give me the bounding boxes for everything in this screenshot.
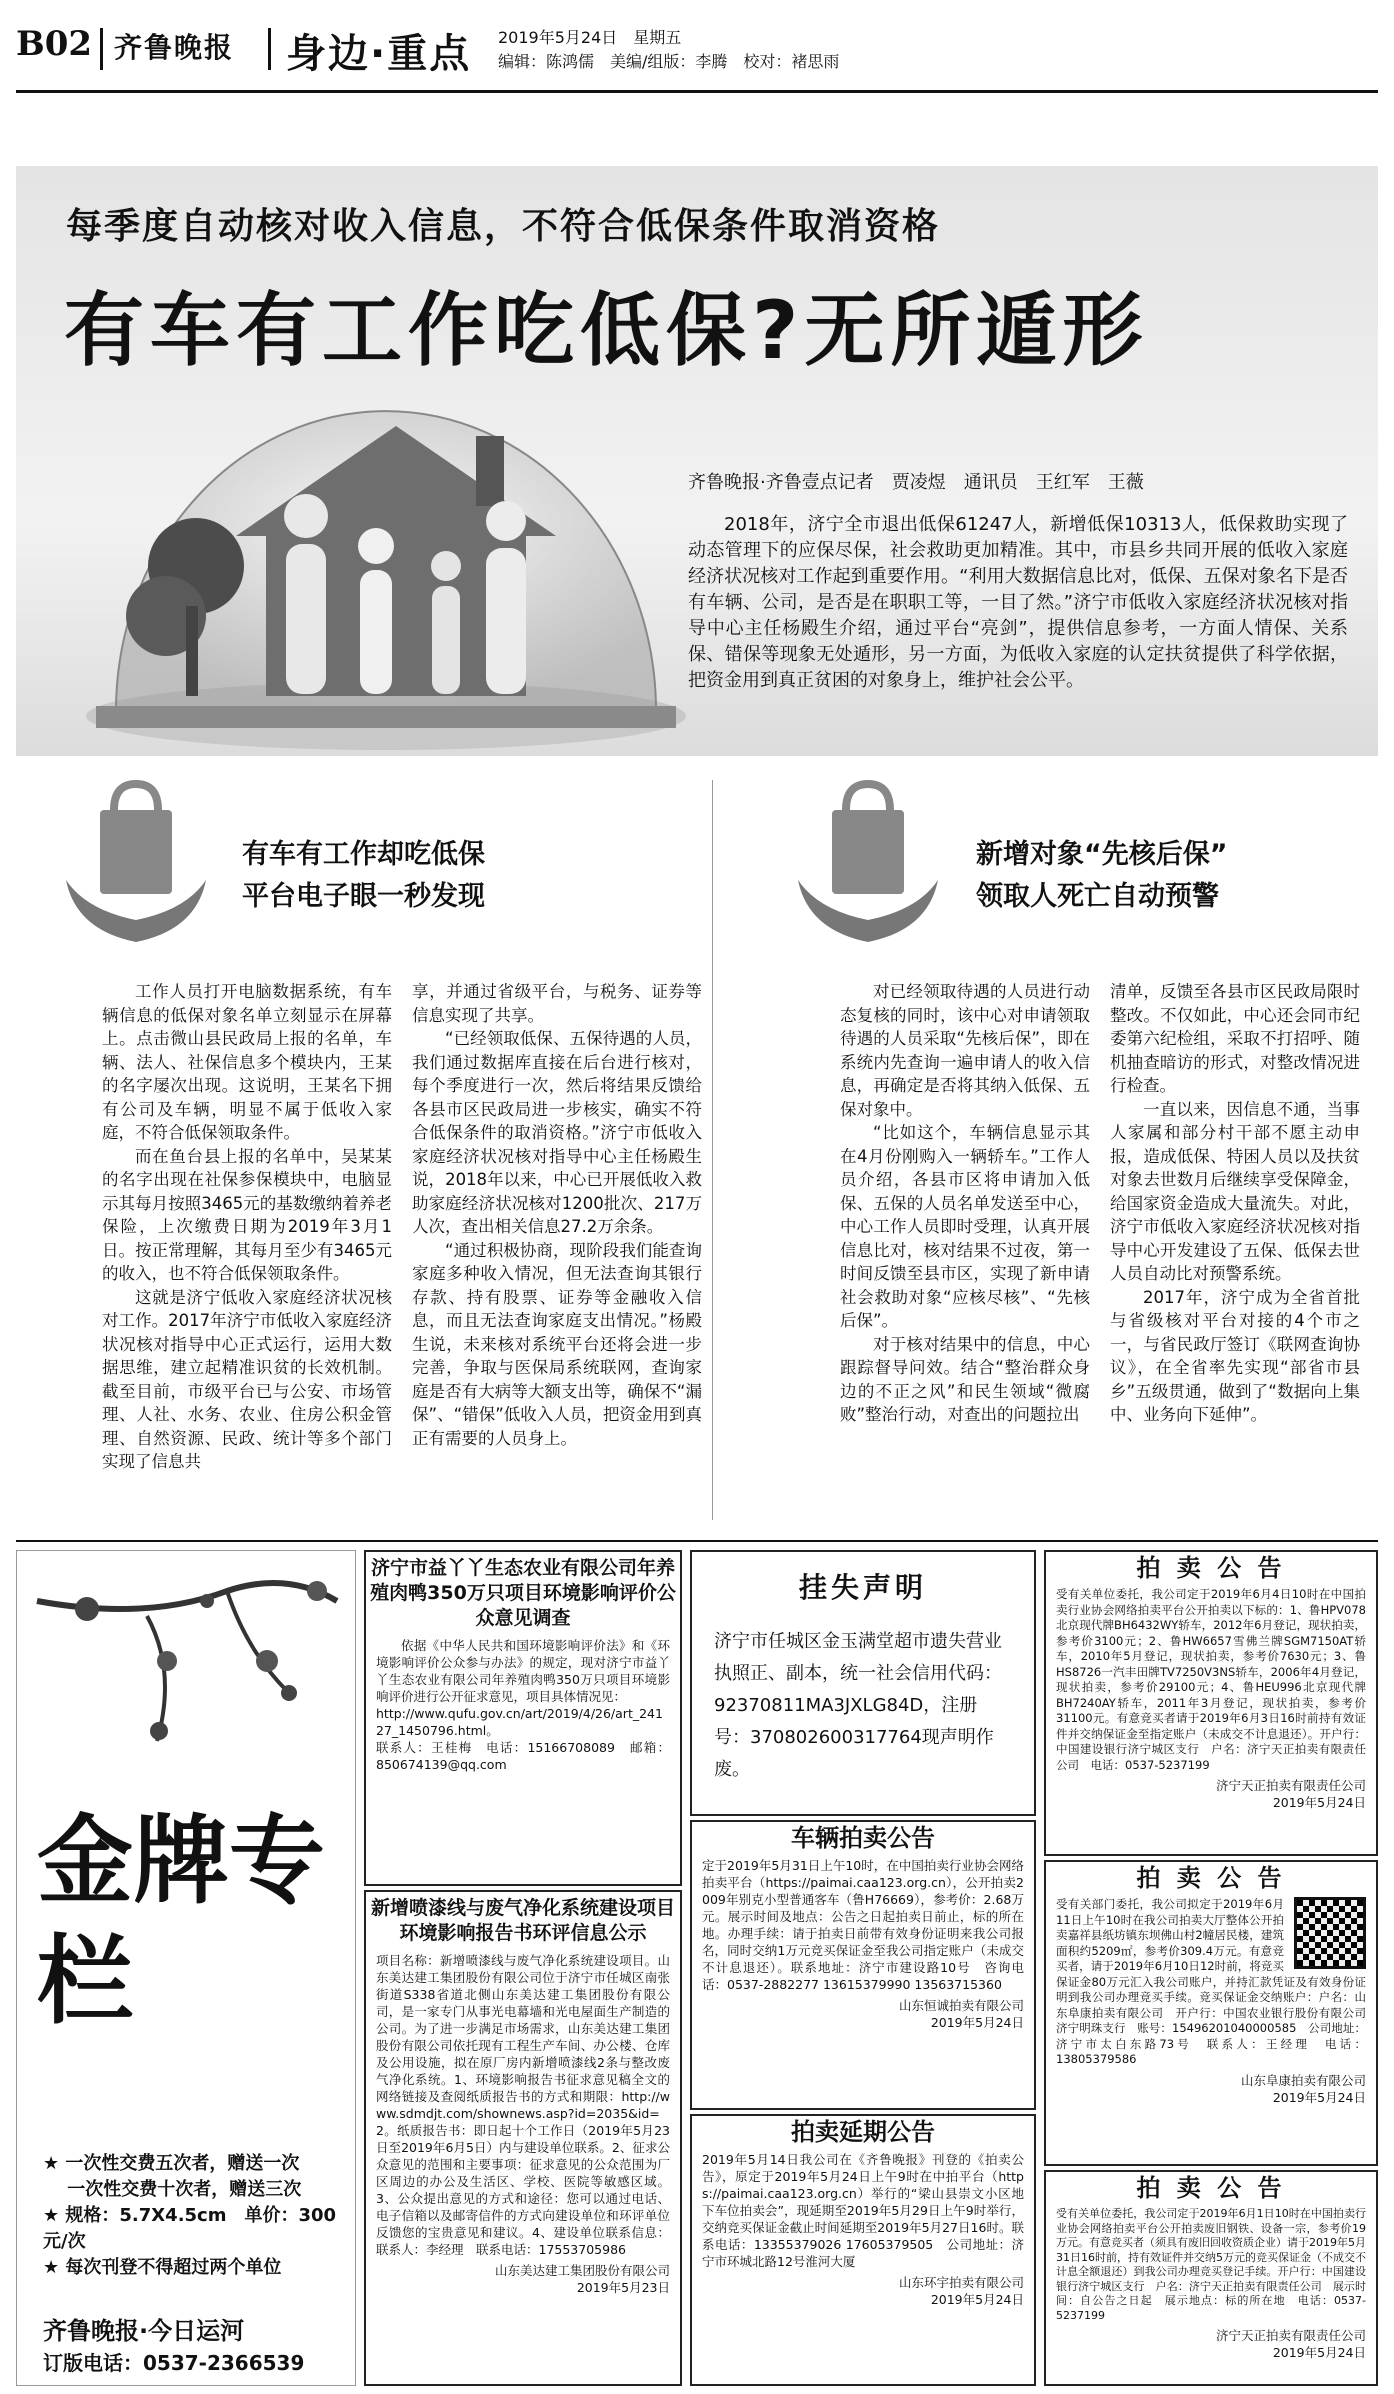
ad-text: 定于2019年5月31日上午10时，在中国拍卖行业协会网络拍卖平台（https://paimai.caa123.org.cn），公开拍卖2009年别克小型普通客车（鲁H76669），参考价：2.68万元。展示时间及地点：公告之日起拍卖日前止，标的所在地。办理手续：请于拍卖日前带有效身份证明来我公司报名，同时交纳1万元竞买保证金至我公司指定账户（未成交不计息退还）。联系地址：济宁市建设路10号 咨询电话：0537-2882277 13615379990 13563715360 [702,1858,1024,1992]
ad-text: 项目名称：新增喷漆线与废气净化系统建设项目。山东美达建工集团股份有限公司位于济宁市任城区南张街道S338省道北侧山东美达建工集团股份有限公司，是一家专门从事光电幕墙和光电屋面生产制造的公司。为了进一步满足市场需求，山东美达建工集团股份有限公司依托现有工程生产车间、办公楼、仓库及公用设施，拟在原厂房内新增喷漆线2条与整改废气净化系统。1、环境影响报告书征求意见稿全文的网络链接及查阅纸质报告书的方式和期限：http://www.sdmdjt.com/shownews.asp?id=2035&id=2。纸质报告书：即日起十个工作日（2019年5月23日至2019年6月5日）内与建设单位联系。2、征求公众意见的范围和主要事项：征求意见的公众范围为厂区周边的办公及生活区、学校、医院等敏感区域。3、公众提出意见的方式和途径：您可以通过电话、电子信箱以及邮寄信件的方式向建设单位和环评单位反馈您的宝贵意见和建议。4、建设单位联系信息：联系人：李经理 联系电话：17553705986 [376,1953,670,2257]
ad-date: 2019年5月23日 [576,2280,670,2295]
ad-signature: 山东恒诚拍卖有限公司 [898,1998,1024,2013]
paragraph: 对于核对结果中的信息，中心跟踪督导问效。结合“整治群众身边的不正之风”和民生领域“微腐败”整治行动，对查出的问题拉出 [840,1334,1090,1424]
paragraph: 享，并通过省级平台，与税务、证券等信息实现了共享。 [412,982,702,1025]
issue-editors: 编辑：陈鸿儒 美编/组版：李腾 校对：褚思雨 [498,52,840,71]
sub-headline-line2: 平台电子眼一秒发现 [242,881,485,912]
ad-signature: 山东环宇拍卖有限公司 [898,2275,1024,2290]
ad-date: 2019年5月24日 [1272,2345,1366,2360]
ad-title: 拍 卖 公 告 [1136,2174,1286,2202]
promo-phone: 订版电话：0537-2366539 [43,2351,305,2375]
article-columns [840,980,1360,1427]
lead-story [16,166,1378,756]
ad-env-disclosure [364,1890,682,2386]
shopping-bag-hands-icon [788,770,948,950]
ad-auction-2 [1044,1860,1378,2166]
ad-text: 受有关部门委托，我公司拟定于2019年6月11日上午10时在我公司拍卖大厅整体公开拍卖嘉祥县纸坊镇东坝佛山村2幢居民楼，建筑面积约5209㎡，参考价309.4万元。有意竞买者，请于2019年6月10日12时前，将竞买保证金80万元汇入我公司账户，并持汇款凭证及有效身份证明到我公司办理竞买手续。竞买保证金交纳账户：户名：山东阜康拍卖有限公司 开户行：中国农业银行股份有限公司济宁明珠支行 账号：15496201040000585 公司地址：济宁市太白东路73号 联系人：王经理 电话：13805379586 [1056,1897,1366,2066]
ad-signature: 济宁天正拍卖有限责任公司 [1215,2328,1366,2343]
article-column [840,980,1090,1427]
promo-term: ★ 一次性交费五次者，赠送一次 [43,2153,300,2174]
ad-title: 拍卖延期公告 [791,2118,935,2146]
ad-signature: 山东美达建工集团股份有限公司 [494,2263,670,2278]
paragraph: 清单，反馈至各县市区民政局限时整改。不仅如此，中心还会同市纪委第六纪检组，采取不打招呼、随机抽查暗访的形式，对整改情况进行检查。 [1110,982,1360,1095]
paragraph: “通过积极协商，现阶段我们能查询家庭多种收入情况，但无法查询其银行存款、持有股票、证券等金融收入信息，而且无法查询家庭支出情况。”杨殿生说，未来核对系统平台还将会进一步完善，争取与医保局系统联网，查询家庭是否有大病等大额支出等，确保不“漏保”、“错保”低收入人员，把资金用到真正有需要的人员身上。 [412,1240,702,1448]
ad-auction-1 [1044,1550,1378,1856]
ad-title: 新增喷漆线与废气净化系统建设项目环境影响报告书环评信息公示 [370,1897,675,1944]
paragraph: 2017年，济宁成为全省首批与省级核对平台对接的4个市之一，与省民政厅签订《联网查询协议》，在全省率先实现“部省市县乡”五级贯通，做到了“数据向上集中、业务向下延伸”。 [1110,1287,1360,1424]
article-column [1110,980,1360,1427]
section-title: 身边·重点 [286,31,472,77]
divider [268,28,271,70]
ad-auction-3 [1044,2170,1378,2386]
ad-date: 2019年5月24日 [1272,2089,1366,2105]
promo-terms [43,2151,355,2281]
masthead [16,18,1376,88]
ad-signature: 济宁天正拍卖有限责任公司 [1215,1778,1366,1793]
ad-text: 依据《中华人民共和国环境影响评价法》和《环境影响评价公众参与办法》的规定，现对济宁市益丫丫生态农业有限公司年养殖肉鸭350万只项目环境影响评价进行公开征求意见，项目具体情况见： [376,1638,670,1704]
ad-auction-delay [690,2114,1036,2386]
lead-subtitle: 每季度自动核对收入信息，不符合低保条件取消资格 [66,206,941,247]
ad-title: 拍 卖 公 告 [1136,1864,1286,1892]
masthead-rule [16,90,1378,93]
ad-lost-notice [690,1550,1036,1816]
lead-title: 有车有工作吃低保?无所遁形 [64,284,1149,377]
article-columns [102,980,702,1474]
page-number: B02 [16,24,93,64]
family-house-dome-illustration [56,316,696,756]
paragraph: 这就是济宁低收入家庭经济状况核对工作。2017年济宁市低收入家庭经济状况核对指导中心正式运行，运用大数据思维，建立起精准识贫的长效机制。截至目前，市级平台已与公安、市场管理、人社、水务、农业、住房公积金管理、自然资源、民政、统计等多个部门实现了信息共 [102,1287,392,1471]
ad-env-survey [364,1550,682,1886]
column-divider [712,780,713,1520]
ad-body [366,1633,680,1777]
sub-headline [242,834,485,918]
gold-column-promo [16,1550,356,2386]
byline: 齐鲁晚报·齐鲁壹点记者 贾凌煜 通讯员 王红军 王薇 [688,472,1144,493]
ad-date: 2019年5月24日 [1272,1795,1366,1810]
paragraph: “比如这个，车辆信息显示其在4月份刚购入一辆轿车。”工作人员介绍，各县市区将申请加入低保、五保的人员名单发送至中心，中心工作人员即时受理，认真开展信息比对，核对结果不过夜，第一时间反馈至县市区，实现了新申请社会救助对象“应核尽核”、“先核后保”。 [840,1123,1090,1330]
paragraph: “已经领取低保、五保待遇的人员，我们通过数据库直接在后台进行核对，每个季度进行一次，然后将结果反馈给各县市区民政局进一步核实，确实不符合低保条件的取消资格。”济宁市低收入家庭经济状况核对指导中心主任杨殿生说，2018年以来，中心已开展低收入救助家庭经济状况核对1200批次、217万人次，查出相关信息27.2万余条。 [412,1029,702,1236]
ad-text: 受有关单位委托，我公司定于2019年6月1日10时在中国拍卖行业协会网络拍卖平台公开拍卖废旧钢铁、设备一宗，参考价19万元。有意竞买者（须具有废旧回收资质企业）请于2019年5月31日16时前，持有效证件并交纳5万元的竞买保证金（不成交不计息全额退还）到我公司办理竞买登记手续。开户行：中国建设银行济宁城区支行 户名：济宁天正拍卖有限责任公司 展示时间：自公告之日起 展示地点：标的所在地 电话：0537-5237199 [1056,2207,1366,2322]
ad-link: http://www.qufu.gov.cn/art/2019/4/26/art_24127_1450796.html。 [376,1706,663,1738]
ad-title: 济宁市益丫丫生态农业有限公司年养殖肉鸭350万只项目环境影响评价公众意见调查 [370,1557,676,1629]
ad-text: 受有关单位委托，我公司定于2019年6月4日10时在中国拍卖行业协会网络拍卖平台公开拍卖以下标的：1、鲁HPV078北京现代牌BH6432WY轿车，2012年6月登记，现状拍卖，参考价3100元；2、鲁HW6657雪佛兰牌SGM7150AT轿车，2010年5月登记，现状拍卖，参考价7630元；3、鲁HS8726一汽丰田牌TV7250V3NS轿车，2006年4月登记，现状拍卖，参考价29100元；4、鲁HEU996北京现代牌BH7240AY轿车，2011年3月登记，现状拍卖，参考价31100元。有意竞买者请于2019年6月3日16时前持有效证件并交纳保证金至指定账户（未成交不计息退还）。开户行：中国建设银行济宁城区支行 户名：济宁天正拍卖有限责任公司 电话：0537-5237199 [1056,1587,1366,1772]
article-column [102,980,392,1474]
sub-headline-line1: 新增对象“先核后保” [976,839,1228,870]
paragraph: 一直以来，因信息不通，当事人家属和部分村干部不愿主动申报，造成低保、特困人员以及扶贫对象去世数月后继续享受保障金，给国家资金造成大量流失。对此，济宁市低收入家庭经济状况核对指导中心开发建设了五保、低保去世人员自动比对预警系统。 [1110,1099,1360,1283]
paragraph: 而在鱼台县上报的名单中，吴某某的名字出现在社保参保模块中，电脑显示其每月按照3465元的基数缴纳着养老保险，上次缴费日期为2019年3月1日。按正常理解，其每月至少有3465元的收入，也不符合低保领取条件。 [102,1146,392,1283]
promo-term: ★ 规格：5.7X4.5cm 单价：300元/次 [43,2205,337,2252]
plum-blossom-branch-icon [27,1561,347,1791]
ad-signature: 山东阜康拍卖有限公司 [1240,2072,1366,2088]
sub-headline-line1: 有车有工作却吃低保 [242,839,485,870]
article-column [412,980,702,1474]
ad-title: 拍 卖 公 告 [1136,1554,1286,1582]
qr-code-icon [1294,1897,1366,1969]
ad-date: 2019年5月24日 [930,2292,1024,2307]
shopping-bag-hands-icon [56,770,216,950]
ads-rule [16,1540,1378,1542]
sub-article-b [716,770,1378,1530]
promo-org: 齐鲁晚报·今日运河 [43,2317,245,2345]
ad-contact: 联系人：王桂梅 电话：15166708089 邮箱：850674139@qq.com [376,1740,670,1772]
issue-date: 2019年5月24日 星期五 [498,28,682,47]
ad-text: 2019年5月14日我公司在《齐鲁晚报》刊登的《拍卖公告》，原定于2019年5月24日上午9时在中拍平台（https://paimai.caa123.org.cn）举行的“梁山县崇文小区地下车位拍卖会”，现延期至2019年5月29日上午9时举行，交纳竞买保证金截止时间延期至2019年5月27日16时。联系电话：13355379026 17605379505 公司地址：济宁市环城北路12号淮河大厦 [702,2152,1024,2269]
ad-title: 挂失声明 [798,1571,927,1604]
ad-text: 济宁市任城区金玉满堂超市遗失营业执照正、副本，统一社会信用代码：92370811MA3JXLG84D，注册号：370802600317764现声明作废。 [714,1631,1002,1780]
promo-term: 一次性交费十次者，赠送三次 [43,2179,302,2200]
divider [100,28,103,70]
ad-vehicle-auction [690,1820,1036,2110]
lead-paragraph: 2018年，济宁全市退出低保61247人，新增低保10313人，低保救助实现了动态管理下的应保尽保，社会救助更加精准。其中，市县乡共同开展的低收入家庭经济状况核对工作起到重要作用。“利用大数据信息比对，低保、五保对象名下是否有车辆、公司，是否是在职职工等，一目了然。”济宁市低收入家庭经济状况核对指导中心主任杨殿生介绍，通过平台“亮剑”，提供信息参考，一方面人情保、关系保、错保等现象无处遁形，另一方面，为低收入家庭的认定扶贫提供了科学依据，把资金用到真正贫困的对象身上，维护社会公平。 [688,514,1348,691]
issue-info [498,26,839,74]
sub-headline-line2: 领取人死亡自动预警 [976,881,1219,912]
promo-term: ★ 每次刊登不得超过两个单位 [43,2257,282,2278]
paragraph: 工作人员打开电脑数据系统，有车辆信息的低保对象名单立刻显示在屏幕上。点击微山县民政局上报的名单，车辆、法人、社保信息多个模块内，王某的名字屡次出现。这说明，王某名下拥有公司及车辆，明显不属于低收入家庭，不符合低保领取条件。 [102,982,392,1142]
sub-headline [976,834,1228,918]
sub-article-a [16,770,712,1530]
ad-date: 2019年5月24日 [930,2015,1024,2030]
promo-brand: 金牌专栏 [37,1804,325,2037]
paragraph: 对已经领取待遇的人员进行动态复核的同时，该中心对申请领取待遇的人员采取“先核后保”，即在系统内先查询一遍申请人的收入信息，再确定是否将其纳入低保、五保对象中。 [840,982,1090,1119]
ad-title: 车辆拍卖公告 [791,1824,935,1852]
paper-logo: 齐鲁晚报 [114,31,235,64]
